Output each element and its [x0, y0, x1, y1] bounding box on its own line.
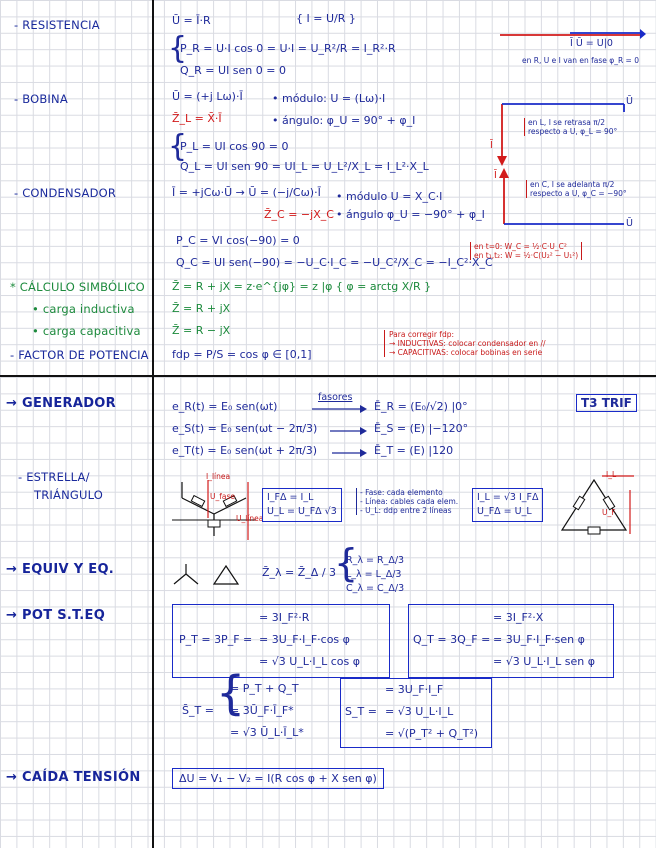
gen-arrow-3 — [332, 448, 368, 458]
equiv-r: R_λ = R_Δ/3 — [346, 555, 405, 566]
bob-phasor-note: en L, I se retrasa π/2 respecto a U, φ_L = 90° — [524, 118, 632, 136]
bob-phasor-diagram — [500, 100, 646, 172]
pot-st-box — [340, 678, 492, 748]
cond-modulo: • módulo U = X_C·I — [336, 190, 443, 203]
label-carga-capacitiva: • carga capacitiva — [32, 324, 141, 338]
gen-arrow-1 — [312, 404, 368, 414]
star-notes — [356, 488, 458, 515]
pot-st-3: = √(P_T² + Q_T²) — [385, 727, 479, 740]
gen-et: e_T(t) = E₀ sen(ωt + 2π/3) — [172, 444, 318, 457]
delta-i-label: I_L — [606, 470, 617, 479]
star-delta-icons — [172, 562, 242, 588]
cond-angulo: • ángulo φ_U = −90° + φ_I — [336, 208, 485, 221]
vertical-margin-line — [152, 0, 154, 848]
star-u-linea: U_línea — [236, 514, 264, 523]
cond-formula-q: Q_C = UI sen(−90) = −U_C·I_C = −U_C²/X_C = −I_C²·X_C — [176, 256, 493, 269]
pot-p-box — [172, 604, 390, 678]
label-caida-tension: → CAÍDA TENSIÓN — [6, 770, 141, 785]
cond-formula-1: Ī = +jCω·Ū → Ū = (−j/Cω)·Ī — [172, 186, 321, 199]
gen-fasores: fasores — [318, 392, 353, 403]
pot-q-3: = √3 U_L·I_L sen φ — [493, 655, 595, 668]
equiv-formula: Z̄_λ = Z̄_Δ / 3 — [262, 566, 337, 579]
tag-t3-trif: T3 TRIF — [576, 394, 637, 412]
bob-modulo: • módulo: U = (Lω)·I — [272, 92, 386, 105]
delta-diagram — [552, 470, 642, 542]
cond-formula-p: P_C = VI cos(−90) = 0 — [176, 234, 300, 247]
cond-energy-note — [470, 242, 582, 260]
delta-u-label: U_F — [602, 508, 616, 517]
fdp-note-3: → CAPACITIVAS: colocar bobinas en serie — [389, 348, 543, 357]
star-box-1-a: I_FΔ = I_L — [267, 492, 314, 503]
cond-phasor-note: en C, I se adelanta π/2 respecto a U, φ_C = −90° — [526, 180, 634, 198]
pot-s-complex — [182, 666, 324, 748]
calc-formula-ind: Z̄ = R + jX — [172, 302, 231, 315]
gen-er: e_R(t) = E₀ sen(ωt) — [172, 400, 278, 413]
label-factor-potencia: - FACTOR DE POTENCIA — [10, 348, 149, 362]
label-triangulo: TRIÁNGULO — [34, 488, 104, 502]
equiv-l: L_λ = L_Δ/3 — [346, 569, 402, 580]
bob-formula-p: P_L = UI cos 90 = 0 — [180, 140, 289, 153]
star-box-1-b: U_L = U_FΔ √3 — [267, 506, 337, 517]
bob-formula-1: Ū = (+j Lω)·Ī — [172, 90, 243, 103]
label-generador: → GENERADOR — [6, 396, 116, 411]
pot-s-2: = 3Ū_F·Ī_F* — [230, 704, 294, 717]
fdp-note — [384, 330, 546, 357]
star-i-linea: I_línea — [206, 472, 231, 481]
star-box-2-a: I_L = √3 I_FΔ — [477, 492, 539, 503]
label-bobina: - BOBINA — [14, 92, 68, 106]
cond-formula-z: Z̄_C = −jX_C — [264, 208, 334, 221]
res-formula-p: P_R = U·I cos 0 = U·I = U_R²/R = I_R²·R — [180, 42, 396, 55]
res-phasor-labels: Ī Ū = U|0 — [570, 38, 613, 49]
bob-formula-z: Z̄_L = X̄·Ī — [172, 112, 222, 125]
star-box-2-b: U_FΔ = U_L — [477, 506, 532, 517]
label-calculo-simbolico: * CÁLCULO SIMBÓLICO — [10, 280, 145, 294]
gen-et-fasor: Ē_T = (E) |120 — [374, 444, 454, 457]
star-box-2 — [472, 488, 543, 522]
calc-formula-1: Z̄ = R + jX = z·e^{jφ} = z |φ { φ = arctg X/R } — [172, 280, 432, 293]
fdp-note-1: Para corregir fdp: — [389, 330, 455, 339]
star-note-2: - Línea: cables cada elem. — [360, 497, 459, 506]
pot-s-brace: { — [216, 666, 246, 720]
equiv-list — [346, 554, 404, 596]
pot-q-lhs: Q_T = 3Q_F = — [413, 633, 491, 646]
pot-p-1: = 3I_F²·R — [259, 611, 310, 624]
res-phasor-note: en R, U e I van en fase φ_R = 0 — [522, 56, 639, 65]
pot-st-lhs: S_T = — [345, 705, 377, 718]
fdp-formula: fdp = P/S = cos φ ∈ [0,1] — [172, 348, 312, 361]
horizontal-divider-line — [0, 375, 656, 377]
bob-brace: { — [168, 129, 188, 164]
star-note-1: - Fase: cada elemento — [360, 488, 443, 497]
label-estrella: - ESTRELLA/ — [18, 470, 90, 484]
pot-s-1: = P_T + Q_T — [230, 682, 299, 695]
cond-u-label: Ū — [626, 218, 633, 229]
gen-arrow-2 — [330, 426, 368, 436]
gen-er-fasor: Ē_R = (E₀/√2) |0° — [374, 400, 468, 413]
label-resistencia: - RESISTENCIA — [14, 18, 100, 32]
res-formula-ohm: { I = U/R } — [296, 12, 356, 25]
label-equivalencia: → EQUIV Y EQ. — [6, 562, 115, 577]
res-formula-q: Q_R = UI sen 0 = 0 — [180, 64, 286, 77]
calc-formula-cap: Z̄ = R − jX — [172, 324, 231, 337]
cond-energy-note-2: en t₁,t₂: W = ½·C(U₂² − U₁²) — [474, 251, 579, 260]
bob-u-label: Ū — [626, 96, 633, 107]
pot-st-1: = 3U_F·I_F — [385, 683, 444, 696]
star-u-fase: U_fase — [210, 492, 235, 501]
bob-i-label: Ī — [490, 140, 493, 151]
pot-st-2: = √3 U_L·I_L — [385, 705, 454, 718]
star-note-3: - U_L: ddp entre 2 líneas — [360, 506, 452, 515]
pot-q-1: = 3I_F²·X — [493, 611, 544, 624]
equiv-brace: { — [334, 541, 359, 585]
gen-es-fasor: Ē_S = (E) |−120° — [374, 422, 469, 435]
equiv-c: C_λ = C_Δ/3 — [346, 583, 405, 594]
star-diagram — [172, 474, 256, 544]
pot-p-3: = √3 U_L·I_L cos φ — [259, 655, 361, 668]
pot-q-box — [408, 604, 614, 678]
cond-energy-note-1: en t=0: W_C = ½·C·U_C² — [474, 242, 567, 251]
pot-q-2: = 3U_F·I_F·sen φ — [493, 633, 585, 646]
gen-es: e_S(t) = E₀ sen(ωt − 2π/3) — [172, 422, 318, 435]
res-formula-1: Ū = Ī·R — [172, 14, 211, 27]
pot-p-lhs: P_T = 3P_F = — [179, 633, 253, 646]
res-brace: { — [168, 31, 188, 66]
bob-formula-q: Q_L = UI sen 90 = UI_L = U_L²/X_L = I_L²·X_L — [180, 160, 429, 173]
pot-p-2: = 3U_F·I_F·cos φ — [259, 633, 350, 646]
label-potencia: → POT S.T.EQ — [6, 608, 106, 623]
pot-s-3: = √3 Ū_L·Ī_L* — [230, 726, 304, 739]
label-carga-inductiva: • carga inductiva — [32, 302, 135, 316]
cond-i-label: Ī — [494, 170, 497, 181]
label-condensador: - CONDENSADOR — [14, 186, 117, 200]
star-box-1 — [262, 488, 342, 522]
caida-formula: ΔU = V₁ − V₂ = I(R cos φ + X sen φ) — [172, 768, 384, 789]
fdp-note-2: → INDUCTIVAS: colocar condensador en // — [389, 339, 546, 348]
bob-angulo: • ángulo: φ_U = 90° + φ_I — [272, 114, 416, 127]
pot-s-lhs: S̄_T = — [182, 704, 214, 717]
